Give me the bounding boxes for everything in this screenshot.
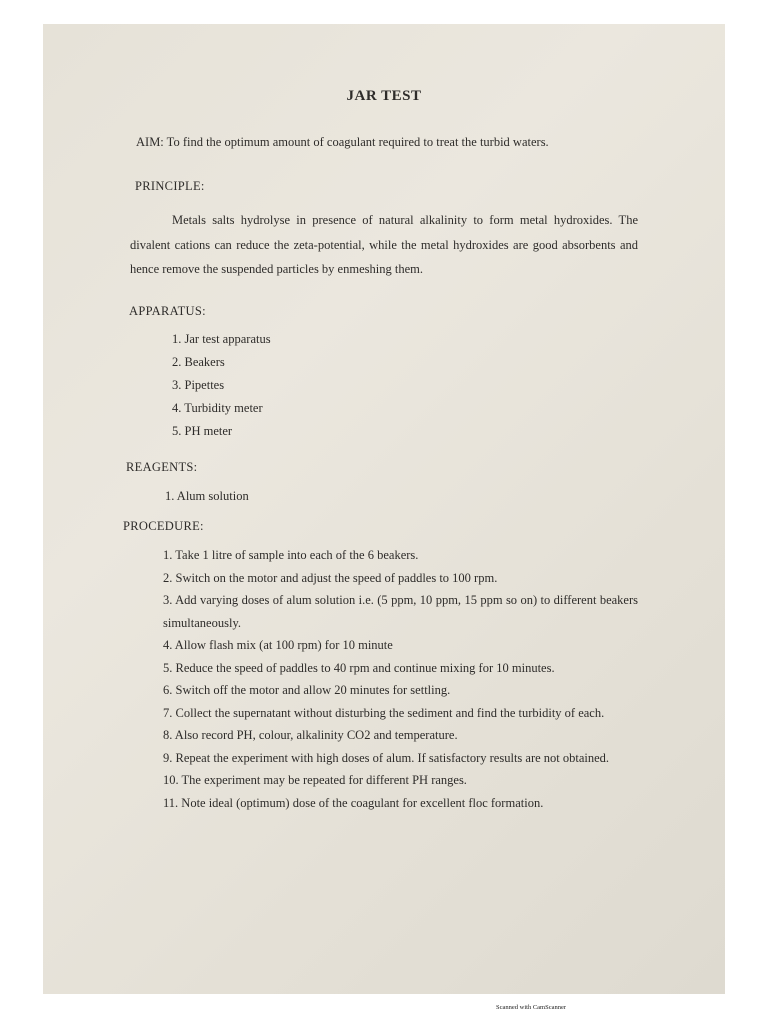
procedure-step: 7. Collect the supernatant without disturbing the sediment and find the turbidity of each.	[163, 705, 605, 720]
reagents-heading: REAGENTS:	[126, 460, 198, 474]
apparatus-item: 5. PH meter	[172, 424, 233, 438]
procedure-step: 9. Repeat the experiment with high doses of alum. If satisfactory results are not obtained.	[163, 750, 610, 765]
principle-heading: PRINCIPLE:	[135, 179, 205, 193]
procedure-step: 6. Switch off the motor and allow 20 minutes for settling.	[163, 683, 451, 697]
apparatus-item: 4. Turbidity meter	[172, 401, 263, 415]
scanner-footer: Scanned with CamScanner	[496, 1004, 567, 1011]
procedure-step: 2. Switch on the motor and adjust the speed of paddles to 100 rpm.	[163, 570, 498, 585]
procedure-step: 3. Add varying doses of alum solution i.e. (5 ppm, 10 ppm, 15 ppm so on) to different beakers simultaneously.	[163, 593, 638, 630]
principle-text: Metals salts hydrolyse in presence of natural alkalinity to form metal hydroxides. The divalent cations can reduce the zeta-potential, while the metal hydroxides are good absorbents and hence remove the suspended particles by enmeshing them.	[130, 213, 638, 276]
apparatus-item: 1. Jar test apparatus	[172, 332, 271, 346]
procedure-step: 10. The experiment may be repeated for different PH ranges.	[163, 773, 467, 787]
apparatus-item: 2. Beakers	[172, 355, 225, 369]
procedure-list	[163, 544, 638, 814]
principle-paragraph	[130, 208, 638, 282]
procedure-step: 5. Reduce the speed of paddles to 40 rpm and continue mixing for 10 minutes.	[163, 660, 555, 675]
scanned-page	[43, 24, 725, 994]
procedure-heading: PROCEDURE:	[123, 519, 204, 533]
apparatus-heading: APPARATUS:	[129, 304, 206, 318]
procedure-step: 11. Note ideal (optimum) dose of the coagulant for excellent floc formation.	[163, 795, 544, 810]
reagent-item: 1. Alum solution	[165, 489, 249, 503]
aim-line: AIM: To find the optimum amount of coagulant required to treat the turbid waters.	[136, 135, 549, 149]
procedure-step: 8. Also record PH, colour, alkalinity CO2 and temperature.	[163, 728, 458, 742]
procedure-step: 4. Allow flash mix (at 100 rpm) for 10 minute	[163, 638, 393, 652]
document-title: JAR TEST	[346, 88, 422, 104]
procedure-step: 1. Take 1 litre of sample into each of the 6 beakers.	[163, 548, 419, 562]
apparatus-item: 3. Pipettes	[172, 378, 225, 392]
